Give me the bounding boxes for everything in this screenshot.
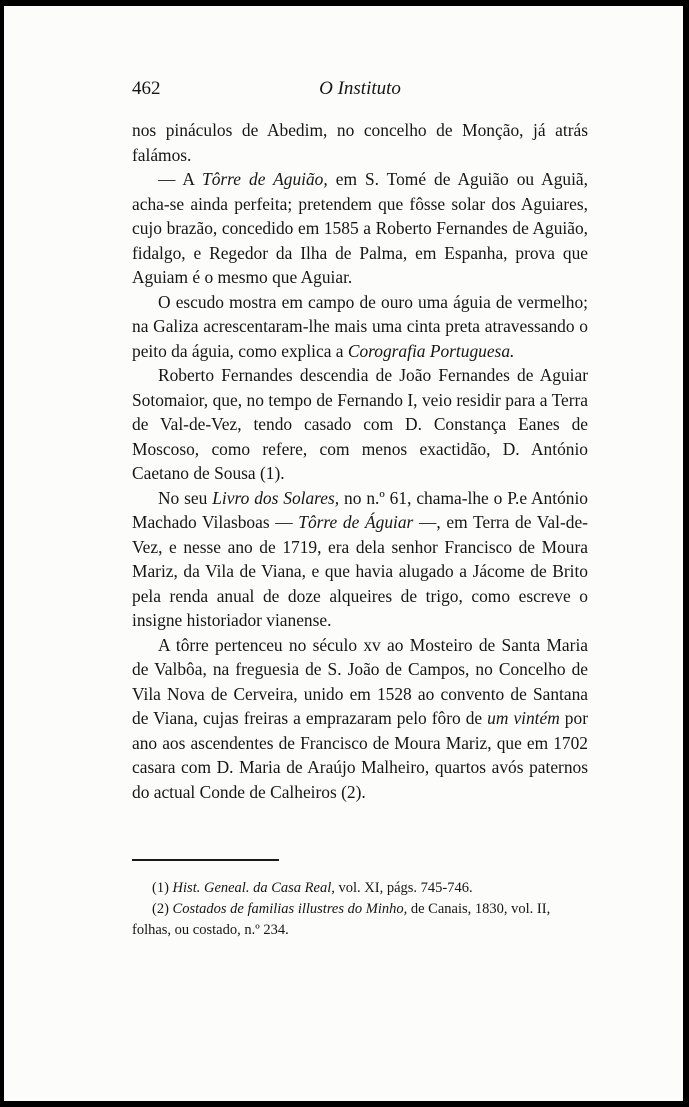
paragraph-2-text-c: em S. Tomé de Aguião ou Aguiã, acha-se ainda perfeita; pretendem que fôsse solar dos Aguiares, cujo brazão, concedido em 1585 a Roberto Fernandes de Aguião, fidalgo, e Regedor da Ilha de Palma, em Espanha, prova que Aguiam é o mesmo que Aguiar. (132, 169, 588, 287)
paragraph-5 (132, 486, 588, 633)
footnote-1-marker: (1) (152, 880, 173, 896)
paragraph-4 (132, 363, 588, 486)
body-text (132, 118, 588, 804)
running-head: O Instituto (319, 78, 401, 99)
paragraph-1-text: nos pináculos de Abedim, no concelho de Monção, já atrás falámos. (132, 120, 588, 165)
footnote-2 (132, 899, 588, 941)
paragraph-5-text-e: —, em Terra de Val-de-Vez, e nesse ano de 1719, era dela senhor Francisco de Moura Mariz, da Vila de Viana, e que havia alugado a Jácome de Brito pela renda anual de doze alqueires de trigo, como escreve o insigne historiador vianense. (132, 512, 588, 630)
paragraph-2-text-a: — A (158, 169, 203, 189)
page-header (132, 78, 588, 102)
footnote-1-title: Hist. Geneal. da Casa Real, (172, 880, 335, 896)
footnotes (132, 878, 588, 941)
footnote-2-marker: (2) (152, 901, 173, 917)
paragraph-6-text-c: por ano aos ascendentes de Francisco de Moura Mariz, que em 1702 casara com D. Maria de Araújo Malheiro, quartos avós paternos do actual Conde de Calheiros (2). (132, 708, 588, 802)
paragraph-6-text-a: A tôrre pertenceu no século xv ao Mosteiro de Santa Maria de Valbôa, na freguesia de S. João de Campos, no Concelho de Vila Nova de Cerveira, unido em 1528 ao convento de Santana de Viana, cujas freiras a emprazaram pelo fôro de (132, 634, 588, 728)
paragraph-2-title-torre-de-aguiao: Tôrre de Aguião, (202, 169, 328, 189)
footnote-2-title: Costados de familias illustres do Minho, (172, 901, 408, 917)
paragraph-3-title-corografia: Corografia Portuguesa. (347, 340, 515, 361)
paragraph-5-text-c: no n.º 61, chama-lhe o P.e António Machado Vilasboas — (132, 487, 588, 532)
footnote-1-text: vol. XI, págs. 745-746. (334, 880, 473, 896)
paragraph-5-title-livro-dos-solares: Livro dos Solares, (212, 487, 340, 508)
paragraph-5-title-torre-de-aguiar: Tôrre de Águiar (298, 512, 414, 532)
paragraph-3 (132, 290, 588, 364)
paragraph-4-text: Roberto Fernandes descendia de João Fernandes de Aguiar Sotomaior, que, no tempo de Fernando I, veio residir para a Terra de Val-de-Vez, tendo casado com D. Constança Eanes de Moscoso, como refere, com menos exactidão, D. António Caetano de Sousa (1). (132, 365, 588, 483)
book-page (4, 6, 683, 1101)
paragraph-1 (132, 118, 588, 167)
paragraph-6 (132, 633, 588, 805)
page-number: 462 (132, 78, 161, 99)
footnote-divider (132, 859, 279, 861)
paragraph-5-text-a: No seu (158, 487, 213, 508)
paragraph-6-term-um-vintem: um vintém (487, 708, 560, 728)
paragraph-2 (132, 167, 588, 290)
footnote-1 (132, 878, 588, 899)
paragraph-3-text-a: O escudo mostra em campo de ouro uma águia de vermelho; na Galiza acrescentaram-lhe mais uma cinta preta atravessando o peito da águia, como explica a (132, 291, 588, 361)
footnote-2-text: de Canais, 1830, vol. II, folhas, ou costado, n.º 234. (132, 901, 551, 938)
